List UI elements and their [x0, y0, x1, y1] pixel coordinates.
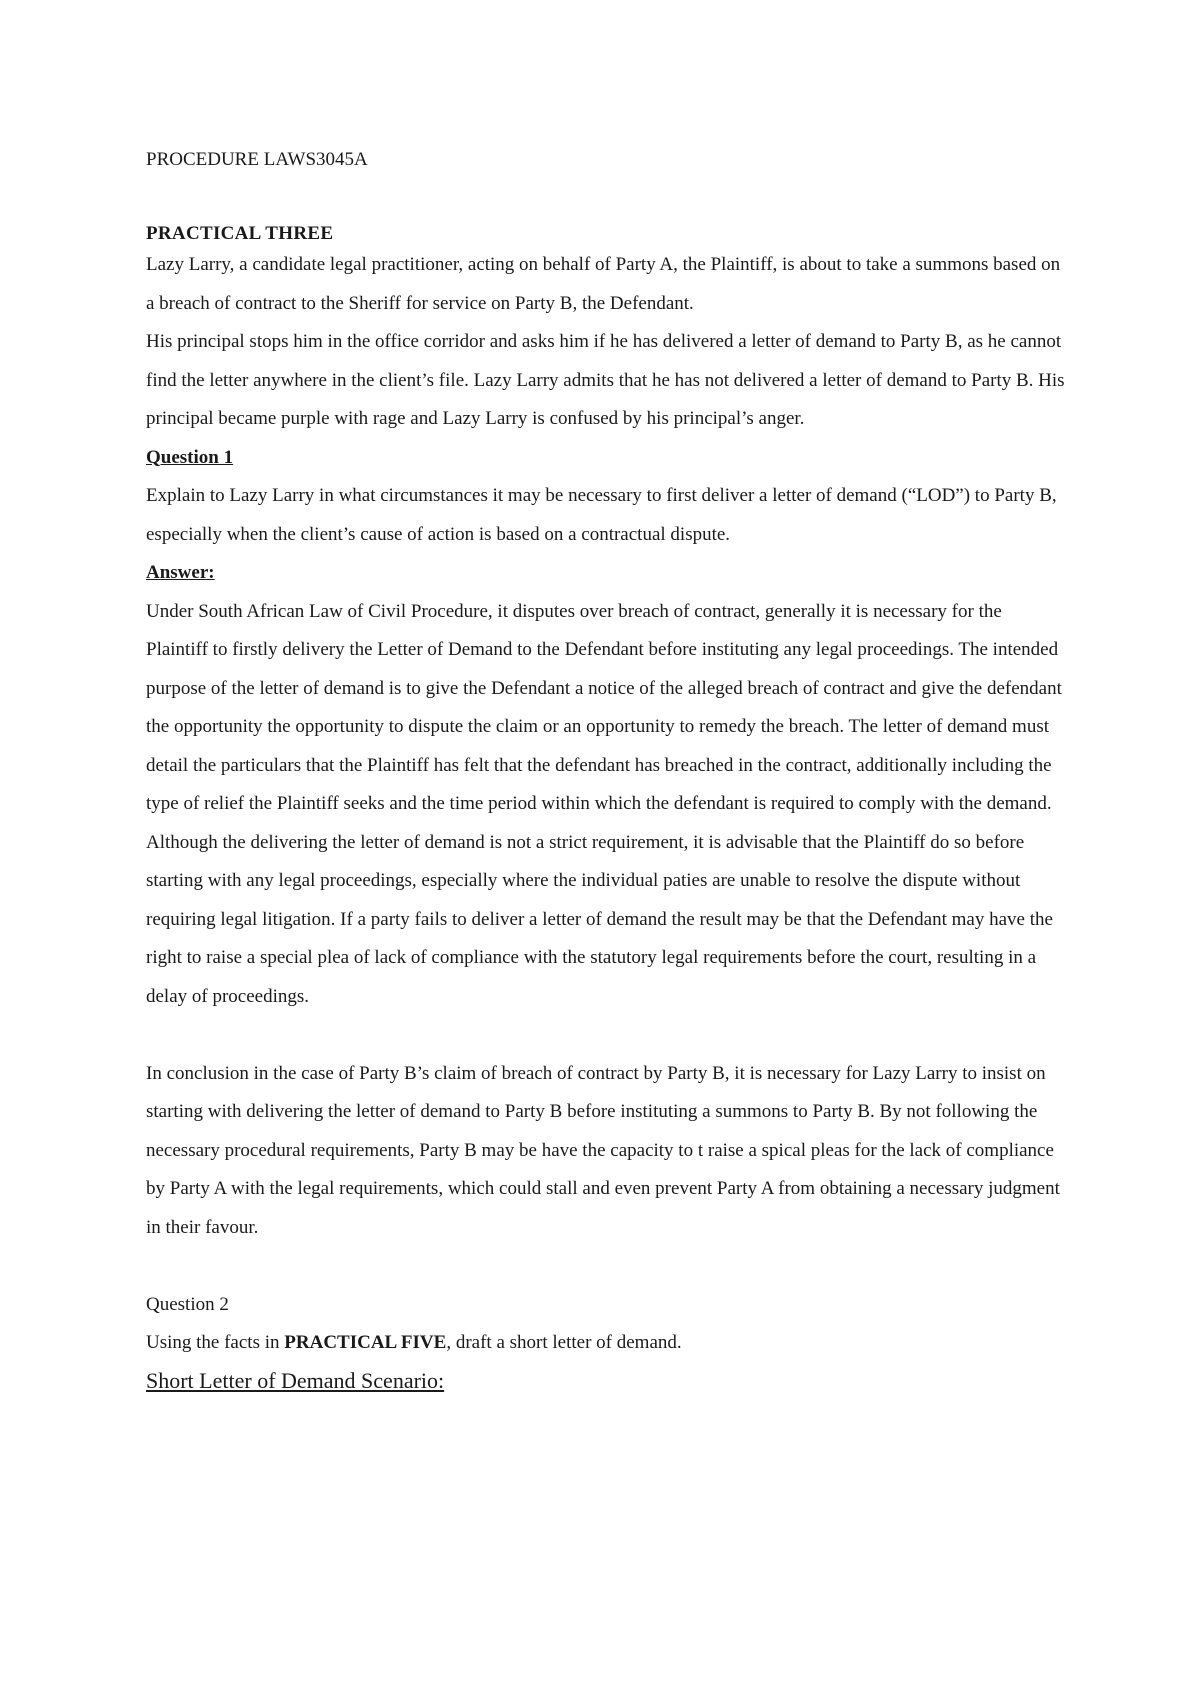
paragraph-spacer — [146, 1247, 1066, 1286]
course-code: PROCEDURE LAWS3045A — [146, 149, 368, 170]
question-2-text — [146, 1324, 1066, 1363]
intro-paragraph-2: His principal stops him in the office corridor and asks him if he has delivered a letter of demand to Party B, as he cannot find the letter anywhere in the client’s file. Lazy Larry admits that he has not delivered a letter of demand to Party B. His principal became purple with rage and Lazy Larry is confused by his principal’s anger. — [146, 331, 1065, 429]
answer-label: Answer: — [146, 562, 215, 583]
question-1-text: Explain to Lazy Larry in what circumstances it may be necessary to first deliver a letter of demand (“LOD”) to Party B, especially when the client’s cause of action is based on a contractual dispute. — [146, 485, 1057, 545]
practical-five-reference: PRACTICAL FIVE — [284, 1332, 447, 1353]
scenario-heading: Short Letter of Demand Scenario: — [146, 1367, 445, 1393]
practical-title: PRACTICAL THREE — [146, 223, 334, 244]
answer-paragraph-1: Under South African Law of Civil Procedure, it disputes over breach of contract, generally it is necessary for the Plaintiff to firstly delivery the Letter of Demand to the Defendant before instituting any legal proceedings. The intended purpose of the letter of demand is to give the Defendant a notice of the alleged breach of contract and give the defendant the opportunity the opportunity to dispute the claim or an opportunity to remedy the breach. The letter of demand must detail the particulars that the Plaintiff has felt that the defendant has breached in the contract, additionally including the type of relief the Plaintiff seeks and the time period within which the defendant is required to comply with the demand. Although the delivering the letter of demand is not a strict requirement, it is advisable that the Plaintiff do so before starting with any legal proceedings, especially where the individual paties are unable to resolve the dispute without requiring legal litigation. If a party fails to deliver a letter of demand the result may be that the Defendant may have the right to raise a special plea of lack of compliance with the statutory legal requirements before the court, resulting in a delay of proceedings. — [146, 600, 1062, 1007]
answer-paragraph-2: In conclusion in the case of Party B’s claim of breach of contract by Party B, it is necessary for Lazy Larry to insist on starting with delivering the letter of demand to Party B before instituting a summons to Party B. By not following the necessary procedural requirements, Party B may be have the capacity to t raise a spical pleas for the lack of compliance by Party A with the legal requirements, which could stall and even prevent Party A from obtaining a necessary judgment in their favour. — [146, 1062, 1060, 1238]
paragraph-spacer — [146, 1016, 1066, 1055]
question-2-text-before: Using the facts in — [146, 1332, 285, 1353]
question-2-label: Question 2 — [146, 1293, 229, 1315]
document-page — [146, 148, 1066, 1399]
question-1-label: Question 1 — [146, 446, 234, 468]
question-2-text-after: , draft a short letter of demand. — [446, 1332, 682, 1353]
intro-paragraph: Lazy Larry, a candidate legal practitioner, acting on behalf of Party A, the Plaintiff, is about to take a summons based on a breach of contract to the Sheriff for service on Party B, the Defendant. — [146, 254, 1061, 314]
